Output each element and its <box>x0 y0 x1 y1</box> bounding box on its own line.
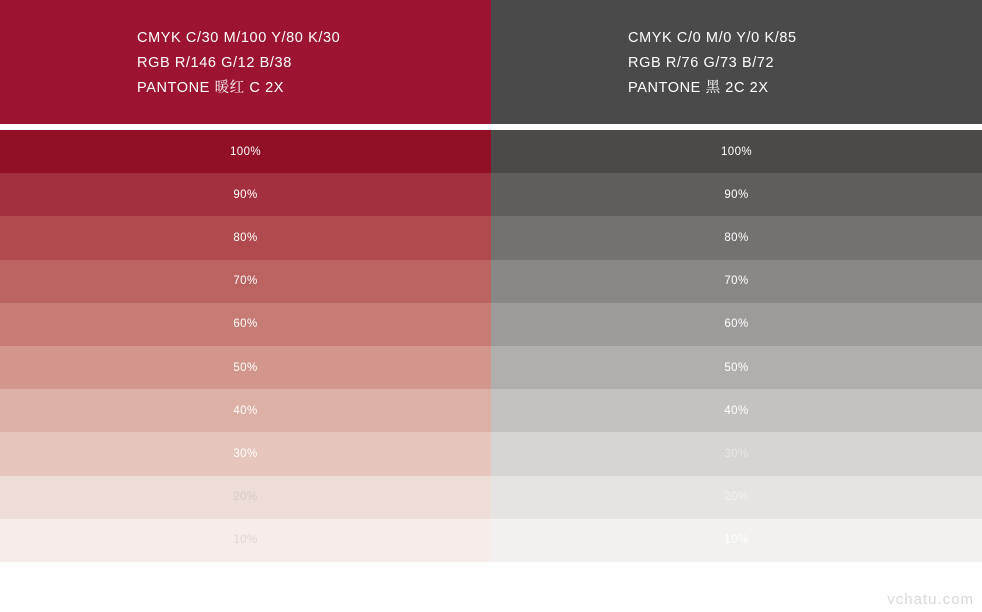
watermark: vchatu.com <box>887 591 974 608</box>
color-column-black <box>491 0 982 612</box>
swatch-label: 10% <box>233 534 258 547</box>
swatch-label: 40% <box>724 404 749 417</box>
swatch <box>491 130 982 173</box>
swatch-label: 100% <box>229 145 261 158</box>
swatch <box>491 389 982 432</box>
swatch <box>491 173 982 216</box>
swatch-list-black <box>491 130 982 566</box>
swatch <box>491 303 982 346</box>
swatch <box>491 432 982 475</box>
swatch <box>0 260 491 303</box>
swatch <box>491 519 982 562</box>
swatch <box>0 216 491 259</box>
swatch-label: 40% <box>233 404 258 417</box>
color-header-specs <box>0 26 491 101</box>
swatch-label: 90% <box>233 188 258 201</box>
pantone-spec: PANTONE 黑 2C 2X <box>628 80 769 96</box>
swatch <box>0 389 491 432</box>
color-header-warm-red <box>0 0 491 124</box>
swatch-label: 50% <box>724 361 749 374</box>
cmyk-spec: CMYK C/0 M/0 Y/0 K/85 <box>628 30 797 46</box>
footer-space <box>0 566 491 612</box>
swatch <box>0 519 491 562</box>
pantone-spec: PANTONE 暖红 C 2X <box>137 80 285 96</box>
swatch-label: 70% <box>233 275 258 288</box>
swatch-label: 60% <box>724 318 749 331</box>
swatch <box>491 216 982 259</box>
swatch-list-warm-red <box>0 130 491 566</box>
swatch-label: 30% <box>724 447 749 460</box>
swatch <box>491 260 982 303</box>
rgb-spec: RGB R/146 G/12 B/38 <box>137 55 292 71</box>
swatch <box>0 346 491 389</box>
swatch-label: 60% <box>233 318 258 331</box>
swatch-label: 80% <box>233 231 258 244</box>
swatch <box>491 476 982 519</box>
swatch-label: 90% <box>724 188 749 201</box>
cmyk-spec: CMYK C/30 M/100 Y/80 K/30 <box>137 30 341 46</box>
swatch-label: 20% <box>233 491 258 504</box>
swatch <box>0 432 491 475</box>
swatch-label: 20% <box>724 491 749 504</box>
color-header-specs <box>491 26 982 101</box>
color-header-black <box>491 0 982 124</box>
rgb-spec: RGB R/76 G/73 B/72 <box>628 55 775 71</box>
swatch-label: 80% <box>724 231 749 244</box>
swatch <box>0 303 491 346</box>
swatch <box>0 476 491 519</box>
swatch <box>491 346 982 389</box>
swatch-label: 50% <box>233 361 258 374</box>
swatch-label: 30% <box>233 447 258 460</box>
swatch <box>0 130 491 173</box>
swatch <box>0 173 491 216</box>
swatch-label: 100% <box>720 145 752 158</box>
swatch-label: 70% <box>724 275 749 288</box>
swatch-label: 10% <box>724 534 749 547</box>
